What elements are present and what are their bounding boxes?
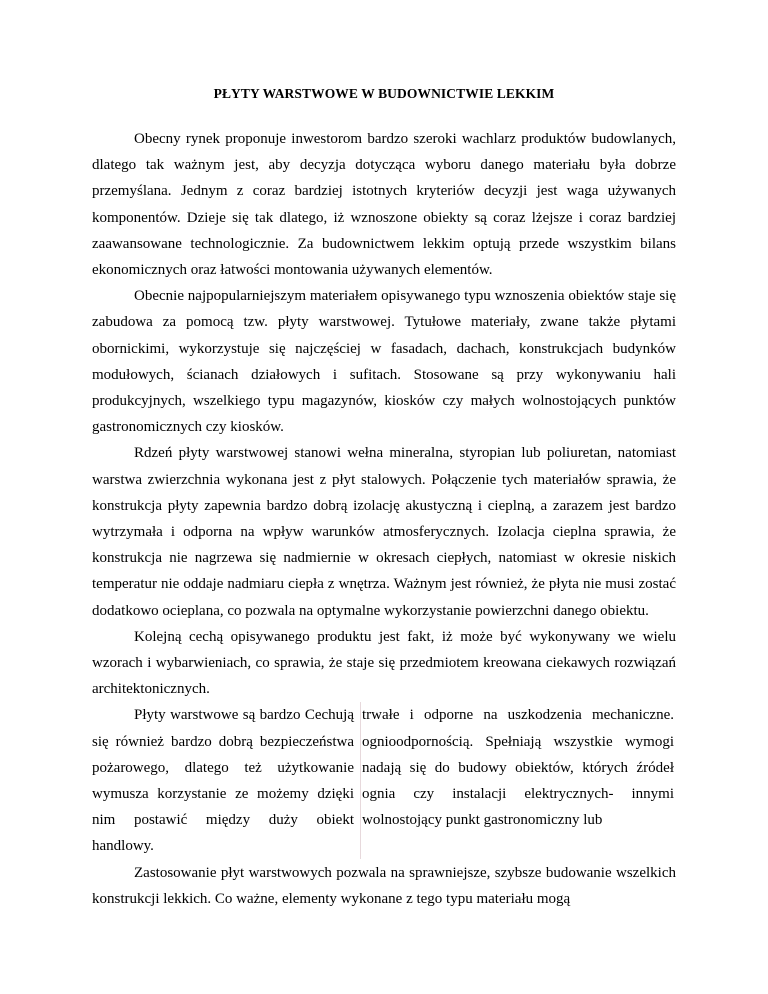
two-column-section [92, 702, 676, 859]
column-right [362, 702, 674, 859]
document-title: PŁYTY WARSTWOWE W BUDOWNICTWIE LEKKIM [213, 86, 555, 101]
column-left-text: Płyty warstwowe są bardzo Cechują się również bardzo dobrą bezpieczeństwa pożarowego, dlatego też użytkowanie wymusza korzystanie ze możemy dzięki nim postawić między duży obiekt handlowy. [92, 707, 354, 855]
paragraph-patterns: Kolejną cechą opisywanego produktu jest fakt, iż może być wykonywany we wielu wzorach i wybarwieniach, co sprawia, że staje się przedmiotem kreowana ciekawych rozwiązań architektonicznych. [92, 628, 676, 698]
paragraph-core: Rdzeń płyty warstwowej stanowi wełna mineralna, styropian lub poliuretan, natomiast warstwa zwierzchnia wykonana jest z płyt stalowych. Połączenie tych materiałów sprawia, że konstrukcja płyty zapewnia bardzo dobrą izolację akustyczną i cieplną, a zarazem jest bardzo wytrzymała i odporna na wpływ warunków atmosferycznych. Izolacja cieplna sprawia, że konstrukcja nie nagrzewa się nadmiernie w okresach ciepłych, natomiast w okresie niskich temperatur nie oddaje nadmiaru ciepła z wnętrza. Ważnym jest również, że płyta nie musi zostać dodatkowo ocieplana, co pozwala na optymalne wykorzystanie powierzchni danego obiektu. [92, 445, 676, 619]
paragraph-intro: Obecny rynek proponuje inwestorom bardzo szeroki wachlarz produktów budowlanych, dlatego tak ważnym jest, aby decyzja dotycząca wyboru danego materiału była dobrze przemyślana. Jednym z coraz bardziej istotnych kryteriów decyzji jest waga używanych komponentów. Dzieje się tak dlatego, iż wznoszone obiekty są coraz lżejsze i coraz bardziej zaawansowane technologicznie. Za budownictwem lekkim optują przede wszystkim bilans ekonomicznych oraz łatwości montowania używanych elementów. [92, 131, 676, 279]
document-body [92, 126, 676, 912]
paragraph-popularity: Obecnie najpopularniejszym materiałem opisywanego typu wznoszenia obiektów staje się zabudowa za pomocą tzw. płyty warstwowej. Tytułowe materiały, zwane także płytami obornickimi, wykorzystuje się najczęściej w fasadach, dachach, konstrukcjach budynków modułowych, ścianach działowych i sufitach. Stosowane są przy wykonywaniu hali produkcyjnych, wszelkiego typu magazynów, kiosków czy małych wolnostojących punktów gastronomicznych czy kiosków. [92, 288, 676, 436]
column-left [92, 702, 354, 859]
column-right-text: trwałe i odporne na uszkodzenia mechaniczne. ognioodpornością. Spełniają wszystkie wymogi nadają się do budowy obiektów, których źródeł ognia czy instalacji elektrycznych- innymi wolnostojący punkt gastronomiczny lub [362, 707, 674, 829]
column-divider [360, 702, 361, 859]
paragraph-usage: Zastosowanie płyt warstwowych pozwala na sprawniejsze, szybsze budowanie wszelkich konstrukcji lekkich. Co ważne, elementy wykonane z tego typu materiału mogą [92, 864, 676, 907]
